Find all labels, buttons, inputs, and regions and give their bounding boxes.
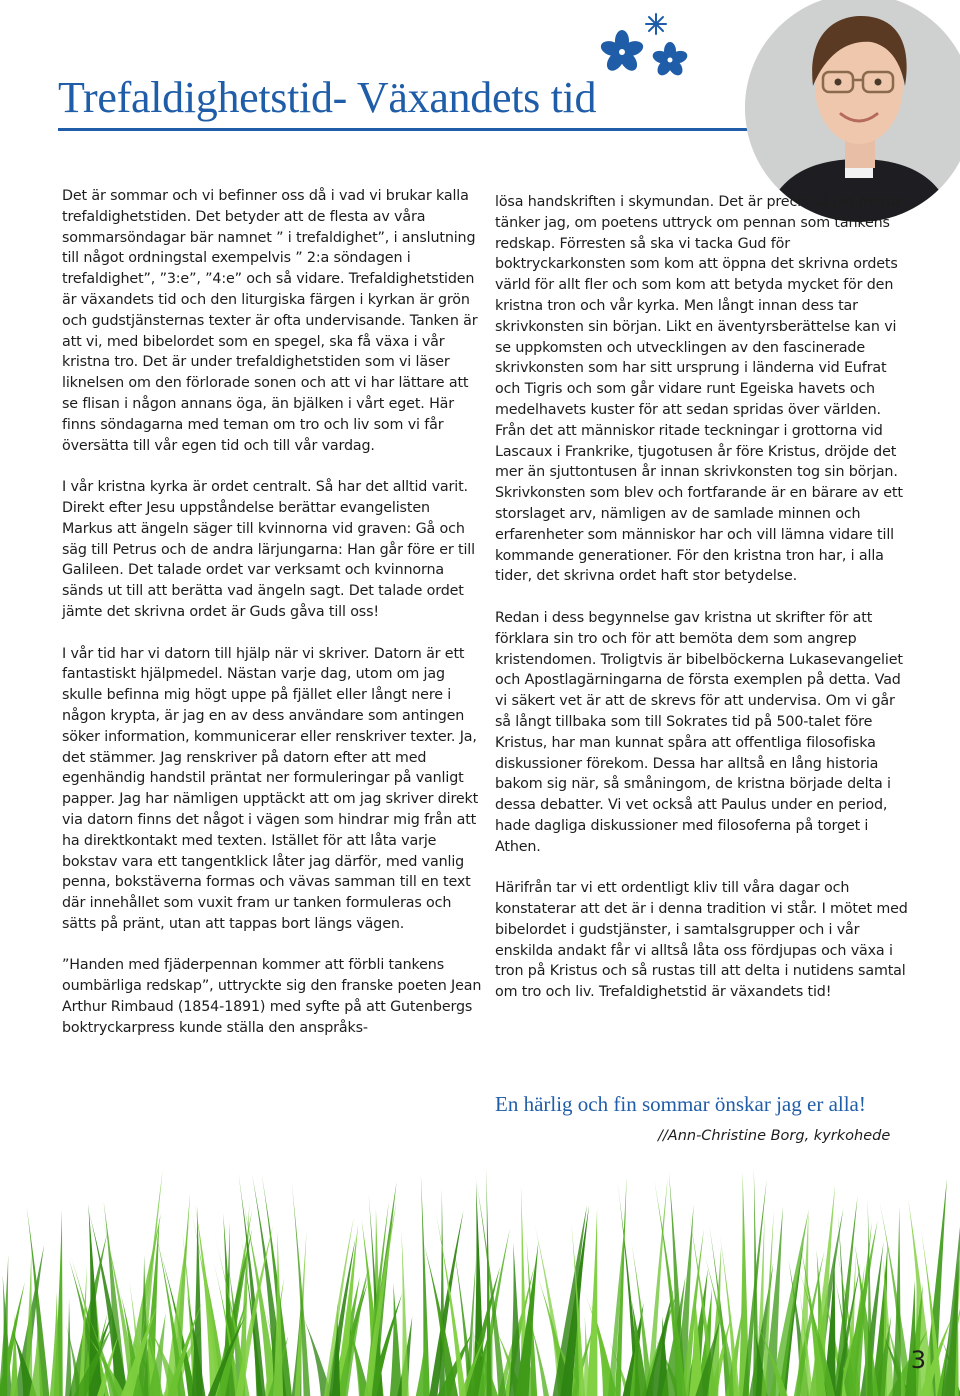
paragraph: ”Handen med fjäderpennan kommer att förbli tankens oumbärliga redskap”, uttryckte sig den franske poeten Jean Arthur Rimbaud (1854-1891) med syfte på att Gutenbergs boktryckarpress kunde ställa den anspråks- — [62, 957, 482, 1036]
grass-illustration — [0, 1160, 960, 1396]
grass-blade — [390, 1283, 402, 1396]
title-underline — [58, 128, 748, 131]
paragraph: I vår tid har vi datorn till hjälp när vi skriver. Datorn är ett fantastiskt hjälpmedel. Nästan varje dag, utom om jag skulle befinna mig högt uppe på fjället eller långt nere i någon krypta, är jag en av dess användare som antingen söker information, kommunicerar eller renskriver texter. Ja, det stämmer. Jag renskriver på datorn efter att med egenhändig handstil präntat ner formuleringar på vanligt papper. Jag har nämligen upptäckt att om jag skriver direkt via datorn finns det något i vägen som hindrar mig från att ha direktkontakt med texten. Istället för att låta varje bokstav vara ett tangentklick låter jag därför, med vanlig penna, bokstäverna formas och vävas samman till en text där innehållet som vuxit fram ur tanken formuleras och sätts på pränt, utan att tappas bort längs vägen. — [62, 645, 479, 932]
paragraph: I vår kristna kyrka är ordet centralt. Så har det alltid varit. Direkt efter Jesu uppståndelse berättar evangelisten Markus att ängeln säger till kvinnorna vid graven: Gå och säg till Petrus och de andra lärjungarna: Han går före er till Galileen. Det talade ordet var verksamt och kvinnorna sänds ut till att berätta vad ängeln sagt. Det talade ordet jämte det skrivna ordet är Guds gåva till oss! — [62, 479, 475, 620]
closing-greeting: En härlig och fin sommar önskar jag er alla! — [495, 1092, 866, 1116]
right-column — [495, 192, 915, 1024]
grass-blade — [867, 1200, 873, 1396]
grass-blade — [401, 1230, 408, 1396]
page-number: 3 — [910, 1346, 926, 1374]
page-title: Trefaldighetstid- Växandets tid — [58, 73, 597, 122]
paragraph: lösa handskriften i skymundan. Det är precis så jag menar, tänker jag, om poetens uttryck om pennan som tankens redskap. Förresten så ska vi tacka Gud för boktryckarkonsten som kom att öppna det skrivna ordets värld för allt fler och som kom att betyda mycket för den kristna tron och vår kyrka. Men långt innan dess tar skrivkonsten sin början. Likt en äventyrsberättelse kan vi se uppkomsten och utvecklingen av den fascinerade skrivkonsten som har sitt ursprung i länderna vid Eufrat och Tigris och som går vidare runt Egeiska havets och medelhavets kuster för att sedan spridas över världen. Från det att människor ritade teckningar i grottorna vid Lascaux i Frankrike, tjugotusen år före Kristus, dröjde det mer än sjuttontusen år innan skrivkonsten tog sin början. Skrivkonsten som blev och fortfarande är en bärare av ett storslaget arv, nämligen av de samlade minnen och erfarenheter som människor har och vill lämna vidare till kommande generationer. För den kristna tron har, i alla tider, det skrivna ordet haft stor betydelse. — [495, 194, 909, 585]
portrait-photo — [745, 0, 960, 222]
grass-blade — [0, 1254, 8, 1396]
grass-blade — [65, 1298, 71, 1396]
grass-blade — [50, 1292, 59, 1396]
signature: //Ann-Christine Borg, kyrkohede — [658, 1128, 891, 1144]
flower-icon — [592, 10, 702, 80]
left-column — [62, 186, 482, 1059]
grass-blade — [439, 1189, 445, 1396]
paragraph: Det är sommar och vi befinner oss då i vad vi brukar kalla trefaldighetstiden. Det betyder att de flesta av våra sommarsöndagar bär namnet ” i trefaldighet”, i anslutning till något ordningstal exempelvis ” 2:a söndagen i trefaldighet”, ”3:e”, ”4:e” och så vidare. Trefaldighetstiden är växandets tid och den liturgiska färgen i kyrkan är grön och gudstjänsternas texter är ofta undervisande. Tanken är att vi, med bibelordet som en spegel, ska få växa i vår kristna tro. Det är under trefaldighetstiden som vi läser liknelsen om den förlorade sonen och att vi har lättare att se flisan i någon annans öga, än bjälken i vårt eget. Här finns söndagarna med teman om tro och liv som vi får översätta till vår egen tid och till vår vardag. — [62, 188, 478, 454]
grass-blade — [892, 1206, 901, 1396]
paragraph: Härifrån tar vi ett ordentligt kliv till våra dagar och konstaterar att det är i denna tradition vi står. I mötet med bibelordet i gudstjänster, i samtalsgrupper och i vår enskilda andakt får vi alltså låta oss fördjupas och växa i tron på Kristus och så rustas till att delta i nutidens samtal om tro och liv. Trefaldighetstid är växandets tid! — [495, 880, 908, 1001]
paragraph: Redan i dess begynnelse gav kristna ut skrifter för att förklara sin tro och för att bemöta dem som angrep kristendomen. Troligtvis är bibelböckerna Lukasevangeliet och Apostlagärningarna de första exemplen på detta. Vad vi säkert vet är att de skrevs för att undervisa. Om vi går så långt tillbaka som till Sokrates tid på 500-talet före Kristus, har man kunnat spåra att offentliga filosofiska diskussioner förekom. Dessa har alltså en lång historia bakom sig när, så småningom, de kristna började delta i dessa debatter. Vi vet också att Paulus under en period, hade dagliga diskussioner med filosoferna på torget i Athen. — [495, 609, 903, 855]
